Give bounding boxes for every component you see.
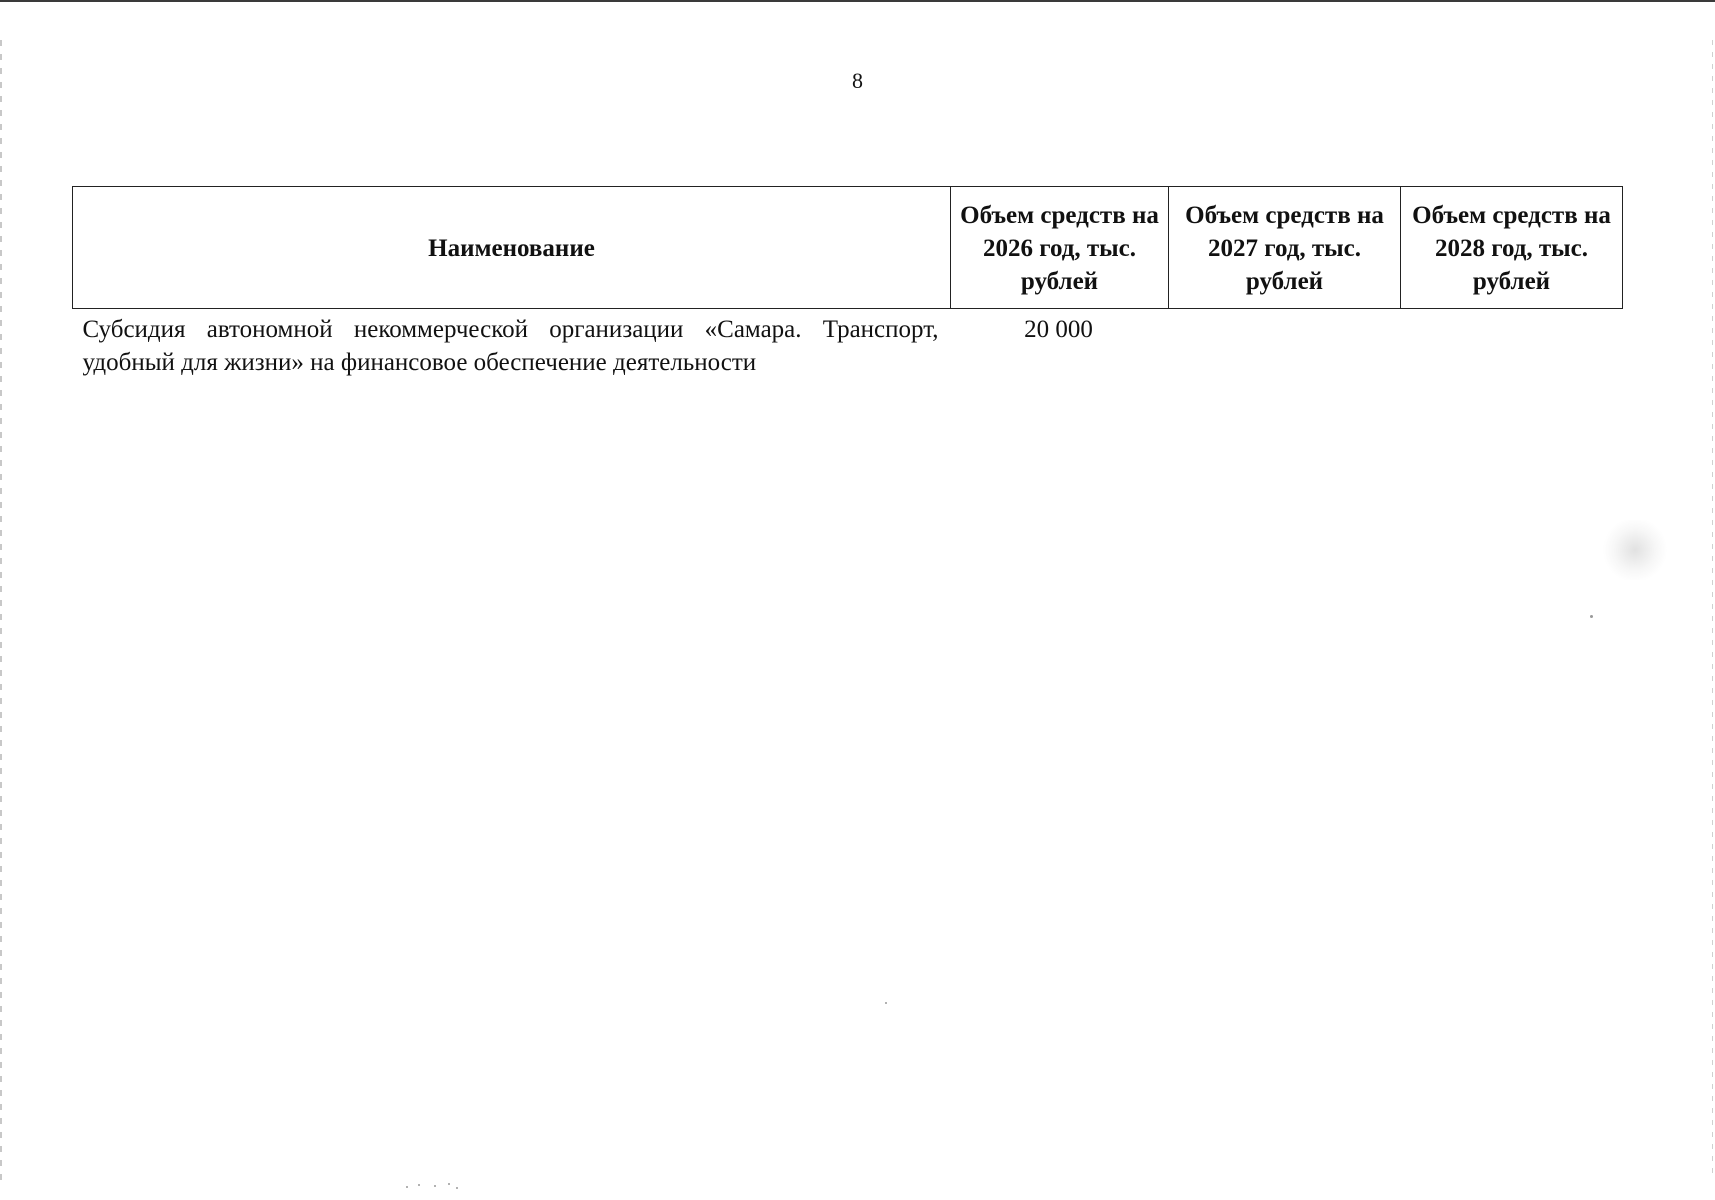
row-amount-2027-cell [1169,309,1401,380]
header-name: Наименование [73,187,951,309]
scan-speck [418,1184,420,1186]
header-amount-2028: Объем средств на 2028 год, тыс. рублей [1401,187,1623,309]
scan-speck [456,1187,458,1189]
page-number: 8 [852,68,863,93]
scan-speck [885,1002,887,1004]
scan-top-edge [0,0,1715,2]
scan-left-edge [0,40,2,1180]
table-row [73,309,1623,380]
budget-table [72,186,1623,379]
header-amount-2026: Объем средств на 2026 год, тыс. рублей [951,187,1169,309]
header-amount-2027: Объем средств на 2027 год, тыс. рублей [1169,187,1401,309]
scan-speck [448,1183,450,1185]
row-amount-2028-cell [1401,309,1623,380]
row-amount-2026-cell: 20 000 [1024,316,1093,343]
scan-speck [406,1186,408,1188]
scan-speck [434,1185,436,1187]
row-name-cell: Субсидия автономной некоммерческой организации «Самара. Транспорт, удобный для жизни» на финансовое обеспечение деятельности [82,316,939,376]
table-header-row [73,187,1623,309]
scan-smudge [1600,520,1670,580]
scan-right-edge [1712,40,1713,1180]
scan-speck [1590,615,1593,618]
